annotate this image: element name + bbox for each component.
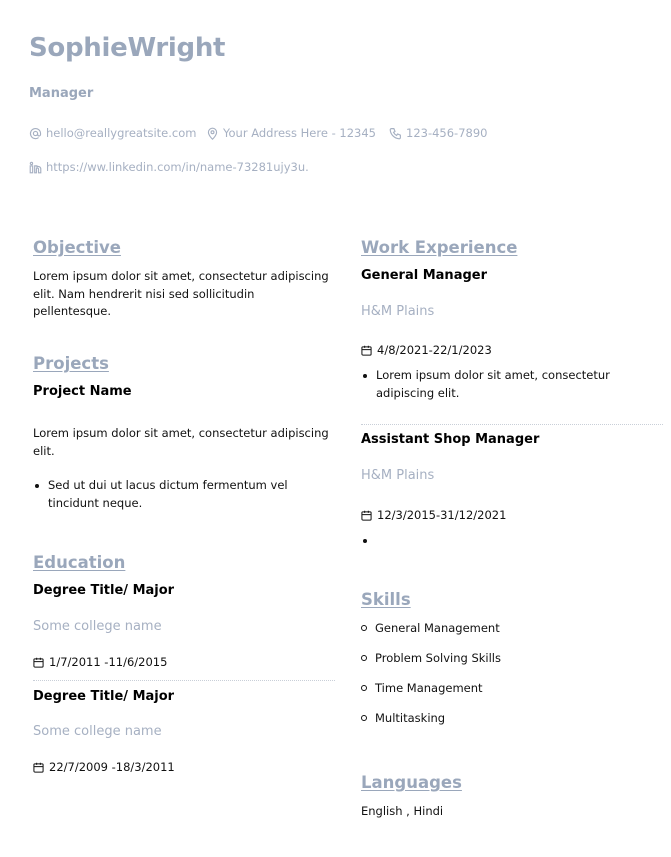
skill-item (361, 621, 500, 635)
skill-label: Multitasking (375, 711, 446, 725)
skill-label: General Management (375, 621, 500, 635)
calendar-icon (33, 657, 44, 668)
phone-icon (389, 127, 402, 140)
skill-item (361, 681, 483, 695)
project-description: Lorem ipsum dolor sit amet, consectetur adipiscing elit. (33, 426, 329, 458)
education-dates-text: 1/7/2011 -11/6/2015 (49, 655, 168, 669)
education-dates-text: 22/7/2009 -18/3/2011 (49, 760, 175, 774)
linkedin-icon (29, 161, 42, 174)
education-degree: Degree Title/ Major (33, 583, 175, 598)
education-degree: Degree Title/ Major (33, 689, 175, 704)
work-bullets (361, 367, 636, 402)
project-name: Project Name (33, 384, 132, 399)
work-bullet: Lorem ipsum dolor sit amet, consectetur adipiscing elit. (361, 367, 636, 402)
resume-name: SophieWright (29, 33, 226, 63)
languages-heading: Languages (361, 773, 462, 792)
work-company: H&M Plains (361, 468, 435, 483)
calendar-icon (361, 345, 372, 356)
languages-text: English , Hindi (361, 804, 444, 818)
objective-heading: Objective (33, 238, 121, 257)
at-icon (29, 127, 42, 140)
contact-address (206, 126, 376, 140)
skill-label: Time Management (375, 681, 483, 695)
education-school: Some college name (33, 724, 162, 739)
education-dates (33, 655, 167, 669)
work-dates-text: 4/8/2021-22/1/2023 (377, 343, 492, 357)
projects-heading: Projects (33, 354, 109, 373)
email-text: hello@reallygreatsite.com (46, 126, 197, 140)
map-pin-icon (206, 127, 219, 140)
linkedin-text: https://ww.linkedin.com/in/name-73281ujy3u. (46, 160, 309, 174)
contact-email[interactable] (29, 126, 196, 140)
work-dates-text: 12/3/2015-31/12/2021 (377, 508, 507, 522)
education-school: Some college name (33, 619, 162, 634)
skills-heading: Skills (361, 590, 411, 609)
contact-phone[interactable] (389, 126, 487, 140)
project-bullet: Sed ut dui ut lacus dictum fermentum vel tincidunt neque. (33, 477, 323, 512)
work-position: Assistant Shop Manager (361, 432, 540, 447)
work-position: General Manager (361, 268, 487, 283)
project-bullets (33, 477, 323, 512)
resume-role: Manager (29, 86, 94, 101)
calendar-icon (33, 762, 44, 773)
work-dates (361, 343, 492, 357)
education-heading: Education (33, 553, 126, 572)
divider (33, 680, 335, 681)
calendar-icon (361, 510, 372, 521)
work-company: H&M Plains (361, 304, 435, 319)
address-text: Your Address Here - 12345 (223, 126, 376, 140)
objective-text: Lorem ipsum dolor sit amet, consectetur adipiscing elit. Nam hendrerit nisi sed sollicitudin pellentesque. (33, 269, 329, 318)
work-heading: Work Experience (361, 238, 518, 257)
skill-item (361, 651, 501, 665)
divider (361, 424, 663, 425)
education-dates (33, 760, 175, 774)
contact-linkedin[interactable] (29, 160, 309, 174)
work-dates (361, 508, 506, 522)
phone-text: 123-456-7890 (406, 126, 488, 140)
skill-label: Problem Solving Skills (375, 651, 501, 665)
skill-item (361, 711, 445, 725)
